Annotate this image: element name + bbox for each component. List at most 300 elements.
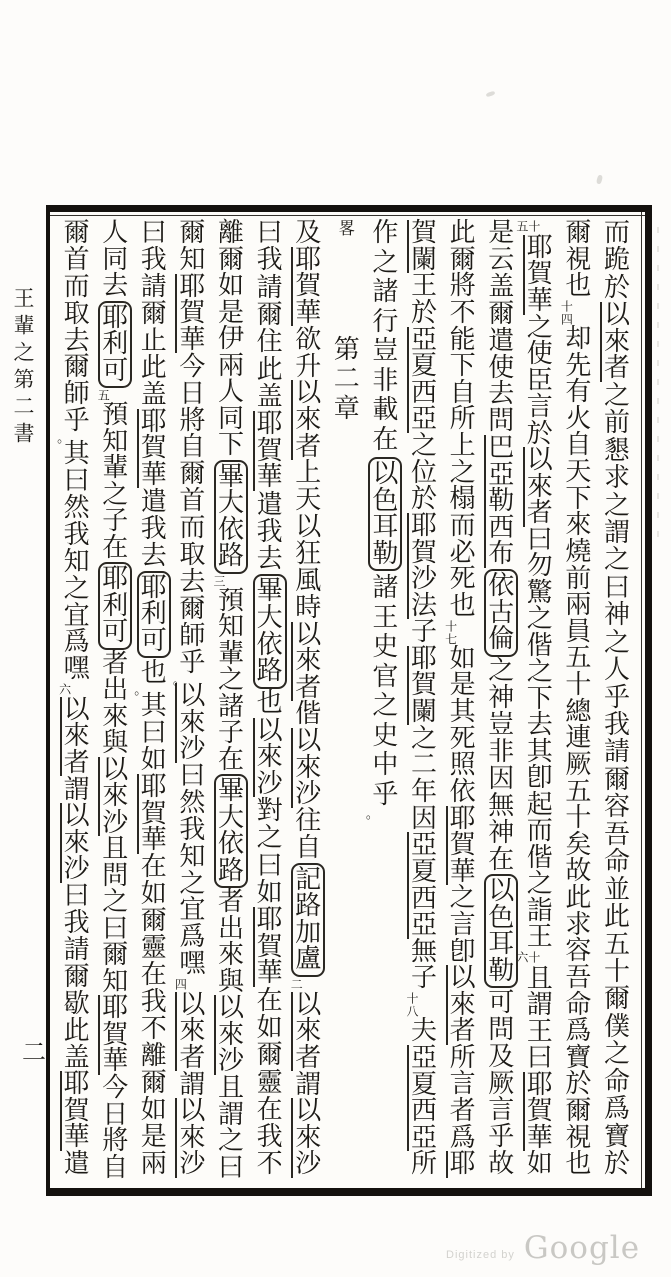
glyph: 耳 <box>488 929 515 959</box>
glyph: 依 <box>217 514 244 544</box>
glyph: 與 <box>102 728 129 758</box>
margin-bleed-mark <box>657 214 659 544</box>
glyph: 年 <box>410 777 437 807</box>
glyph: 首 <box>179 486 206 516</box>
glyph: 靈 <box>140 933 167 963</box>
glyph: 及 <box>488 1041 515 1071</box>
glyph: 大 <box>217 802 244 832</box>
person-name <box>291 380 321 460</box>
glyph: 亞 <box>410 910 437 940</box>
glyph: 二 <box>410 750 437 780</box>
glyph: 路 <box>217 541 244 571</box>
place-name <box>137 571 171 659</box>
glyph: 勿 <box>526 551 553 581</box>
glyph: 知 <box>179 244 206 274</box>
glyph: 如 <box>140 745 167 775</box>
glyph: 伊 <box>217 324 244 354</box>
glyph: 曰 <box>140 218 167 247</box>
glyph: 天 <box>295 485 322 515</box>
glyph: 爾 <box>63 961 90 991</box>
glyph: 在 <box>217 744 244 774</box>
glyph: 我 <box>256 245 283 275</box>
glyph: 爲 <box>63 627 90 657</box>
glyph: 闌 <box>410 696 437 726</box>
glyph: 依 <box>256 629 283 659</box>
glyph: 請 <box>603 737 630 767</box>
glyph: 神 <box>488 683 515 713</box>
text-column-13 <box>135 220 173 1178</box>
glyph: 闌 <box>410 244 437 274</box>
glyph: 如 <box>217 271 244 301</box>
glyph: 去 <box>488 379 515 409</box>
glyph: 第 <box>333 334 360 364</box>
person-name <box>137 774 167 854</box>
glyph: 日 <box>102 1099 129 1129</box>
glyph: 出 <box>217 913 244 943</box>
glyph: 之 <box>372 247 399 277</box>
place-name <box>368 457 402 571</box>
glyph: 來 <box>565 510 592 540</box>
place-name <box>484 874 518 988</box>
glyph: 之 <box>449 883 476 913</box>
glyph: 沙 <box>102 807 129 837</box>
glyph: 沙 <box>179 734 206 764</box>
glyph: 去 <box>140 540 167 570</box>
glyph: 色 <box>372 485 399 515</box>
glyph: 來 <box>179 707 206 737</box>
glyph: 於 <box>565 1069 592 1099</box>
glyph: 之 <box>526 869 553 899</box>
glyph: 華 <box>526 286 553 315</box>
verse-number: 六 <box>57 683 72 697</box>
glyph: 沙 <box>179 1149 206 1179</box>
margin-book-title: 王輩之第二書 <box>11 287 35 449</box>
glyph: 下 <box>449 351 476 381</box>
glyph: 來 <box>63 721 90 751</box>
glyph: 耶 <box>449 1149 476 1179</box>
glyph: 及 <box>295 218 322 247</box>
text-column-15 <box>58 220 96 1178</box>
glyph: 爾 <box>565 1096 592 1126</box>
glyph: 靈 <box>256 1067 283 1097</box>
glyph: 曰 <box>217 1152 244 1182</box>
glyph: 必 <box>449 537 476 567</box>
glyph: 來 <box>102 701 129 731</box>
glyph: 爾 <box>140 906 167 936</box>
glyph: 如 <box>526 1149 553 1179</box>
glyph: 却 <box>565 323 592 353</box>
glyph: 自 <box>449 377 476 407</box>
text-frame <box>46 205 652 1196</box>
glyph: 之 <box>102 479 129 509</box>
glyph: 我 <box>140 987 167 1017</box>
glyph: 請 <box>63 935 90 965</box>
glyph: 將 <box>102 1126 129 1156</box>
glyph: 兩 <box>140 1149 167 1179</box>
glyph: 十 <box>603 956 630 986</box>
glyph: 爲 <box>565 1016 592 1046</box>
glyph: 路 <box>217 855 244 885</box>
glyph: 之 <box>603 627 630 657</box>
text-column-3 <box>514 220 559 1179</box>
glyph: 日 <box>179 378 206 408</box>
glyph: 畢 <box>256 576 283 606</box>
glyph: 之 <box>102 887 129 917</box>
glyph: 賀 <box>140 798 167 828</box>
glyph: 且 <box>526 963 553 993</box>
glyph: 視 <box>565 244 592 274</box>
glyph: 去 <box>102 271 129 301</box>
glyph: 謂 <box>295 1069 322 1099</box>
glyph: 子 <box>217 718 244 748</box>
glyph: 於 <box>603 1149 630 1179</box>
glyph: 命 <box>603 847 630 877</box>
glyph: 在 <box>140 852 167 882</box>
glyph: 來 <box>449 989 476 1019</box>
glyph: 諸 <box>372 277 399 307</box>
glyph: 言 <box>526 392 553 422</box>
glyph: 曰 <box>63 881 90 911</box>
glyph: 照 <box>449 750 476 780</box>
glyph: 員 <box>565 616 592 646</box>
glyph: 爾 <box>256 299 283 329</box>
glyph: 宜 <box>63 600 90 630</box>
glyph: 請 <box>140 271 167 301</box>
glyph: 西 <box>410 377 437 407</box>
glyph: 取 <box>63 298 90 328</box>
glyph: 其 <box>526 736 553 766</box>
verse-number: 五 <box>96 389 111 403</box>
glyph: 亞 <box>410 1043 437 1073</box>
glyph: 人 <box>102 218 129 247</box>
person-name <box>175 683 205 763</box>
glyph: 不 <box>140 1014 167 1044</box>
glyph: 可 <box>102 355 129 385</box>
person-name <box>446 1151 476 1178</box>
glyph: 我 <box>179 814 206 844</box>
glyph: 謂 <box>217 1099 244 1129</box>
glyph: 此 <box>63 1015 90 1045</box>
glyph: 沙 <box>410 564 437 594</box>
glyph: 之 <box>603 490 630 520</box>
frame-inner-right-rule <box>641 212 642 1188</box>
glyph: 而 <box>603 218 630 247</box>
glyph: 賀 <box>102 1019 129 1049</box>
glyph: 對 <box>256 795 283 825</box>
glyph: 行 <box>372 306 399 336</box>
person-name <box>446 965 476 1045</box>
glyph: 往 <box>295 806 322 836</box>
person-name <box>291 989 322 1072</box>
glyph: 之 <box>526 312 553 342</box>
glyph: 而 <box>449 511 476 541</box>
glyph: 者 <box>217 887 244 917</box>
glyph: 跪 <box>603 245 630 275</box>
glyph: 官 <box>372 661 399 691</box>
glyph: 使 <box>526 339 553 369</box>
glyph: 且 <box>217 1072 244 1102</box>
glyph: 以 <box>603 300 630 330</box>
glyph: 之 <box>217 1126 244 1156</box>
verse-number: 三 <box>212 574 226 588</box>
glyph: 依 <box>217 829 244 859</box>
glyph: 爲 <box>603 1094 630 1124</box>
glyph: 來 <box>295 646 322 676</box>
glyph: 於 <box>603 272 630 302</box>
glyph: 天 <box>565 457 592 487</box>
glyph: 欲 <box>295 324 322 354</box>
glyph: 時 <box>295 592 322 622</box>
glyph: 曰 <box>63 466 90 496</box>
punctuation-mark: 。 <box>172 671 186 687</box>
person-name <box>523 447 553 527</box>
text-column-1 <box>598 220 636 1178</box>
glyph: 去 <box>526 710 553 740</box>
glyph: 先 <box>565 350 592 380</box>
glyph: 來 <box>295 752 322 782</box>
watermark-prefix: Digitized by <box>446 1249 515 1261</box>
glyph: 以 <box>449 963 476 993</box>
glyph: 曰 <box>256 218 283 247</box>
glyph: 來 <box>63 827 90 857</box>
glyph: 將 <box>179 405 206 435</box>
glyph: 問 <box>488 1014 515 1044</box>
glyph: 此 <box>140 352 167 382</box>
glyph: 來 <box>256 742 283 772</box>
glyph: 子 <box>410 617 437 647</box>
glyph: 也 <box>449 590 476 620</box>
glyph: 西 <box>410 883 437 913</box>
person-name <box>600 302 630 382</box>
glyph: 去 <box>63 325 90 355</box>
text-column-8 <box>328 220 366 1178</box>
glyph: 曰 <box>526 1043 553 1073</box>
glyph: 西 <box>410 1096 437 1126</box>
glyph: 今 <box>102 1072 129 1102</box>
glyph: 記 <box>295 864 322 894</box>
glyph: 者 <box>179 1042 206 1072</box>
glyph: 不 <box>256 1149 283 1179</box>
glyph: 預 <box>102 400 129 430</box>
glyph: 上 <box>449 431 476 461</box>
place-name <box>291 863 325 977</box>
glyph: 輩 <box>217 638 244 668</box>
glyph: 盖 <box>256 381 283 411</box>
glyph: 章 <box>333 393 360 423</box>
glyph: 無 <box>488 790 515 820</box>
punctuation-mark: 。 <box>365 806 379 822</box>
glyph: 所 <box>449 1042 476 1072</box>
glyph: 曰 <box>102 913 129 943</box>
glyph: 問 <box>102 860 129 890</box>
glyph: 耶 <box>449 803 476 833</box>
glyph: 勒 <box>372 538 399 568</box>
glyph: 賀 <box>526 1096 553 1126</box>
glyph: 人 <box>217 377 244 407</box>
glyph: 位 <box>410 457 437 487</box>
glyph: 故 <box>565 856 592 886</box>
glyph: 與 <box>217 966 244 996</box>
glyph: 有 <box>565 377 592 407</box>
glyph: 華 <box>295 297 322 327</box>
glyph: 其 <box>449 697 476 727</box>
glyph: 王 <box>526 1016 553 1046</box>
glyph: 之 <box>603 380 630 410</box>
glyph: 沙 <box>256 768 283 798</box>
glyph: 盖 <box>63 1042 90 1072</box>
glyph: 風 <box>295 565 322 595</box>
glyph: 色 <box>488 902 515 932</box>
glyph: 賀 <box>526 259 553 289</box>
person-name <box>175 271 206 354</box>
glyph: 來 <box>295 1016 322 1046</box>
glyph: 依 <box>449 776 476 806</box>
glyph: 史 <box>372 720 399 750</box>
glyph: 者 <box>526 498 553 528</box>
glyph: 在 <box>372 424 399 454</box>
glyph: 如 <box>256 877 283 907</box>
person-name <box>137 406 167 489</box>
glyph: 之 <box>603 545 630 575</box>
glyph: 升 <box>295 351 322 381</box>
glyph: 宜 <box>179 895 206 925</box>
glyph: 沙 <box>63 854 90 884</box>
glyph: 去 <box>179 567 206 596</box>
glyph: 者 <box>295 1042 322 1072</box>
glyph: 耶 <box>410 510 437 540</box>
glyph: 今 <box>179 351 206 381</box>
text-column-10 <box>251 220 289 1178</box>
glyph: 住 <box>256 327 283 357</box>
glyph: 盧 <box>295 944 322 974</box>
glyph: 以 <box>295 512 322 542</box>
person-name <box>291 728 321 808</box>
glyph: 曰 <box>179 760 206 790</box>
person-name <box>253 715 283 798</box>
glyph: 加 <box>295 917 322 947</box>
glyph: 畢 <box>217 776 244 806</box>
glyph: 起 <box>526 789 553 819</box>
glyph: 爾 <box>603 984 630 1014</box>
glyph: 畢 <box>217 461 244 491</box>
glyph: 知 <box>102 426 129 456</box>
glyph: 前 <box>603 408 630 438</box>
person-name <box>214 995 244 1075</box>
glyph: 詣 <box>526 895 553 925</box>
glyph: 於 <box>410 297 437 327</box>
glyph: 卽 <box>526 763 553 793</box>
glyph: 爾 <box>179 593 206 623</box>
text-column-7 <box>366 220 404 1178</box>
glyph: 可 <box>488 987 515 1017</box>
glyph: 我 <box>140 244 167 274</box>
glyph: 在 <box>488 844 515 874</box>
glyph: 以 <box>372 459 399 489</box>
text-column-area <box>56 218 636 1182</box>
glyph: 於 <box>410 484 437 514</box>
glyph: 布 <box>488 539 515 569</box>
glyph: 輩 <box>102 453 129 483</box>
glyph: 夫 <box>410 1016 437 1046</box>
glyph: 乎 <box>372 779 399 809</box>
glyph: 來 <box>526 471 553 501</box>
glyph: 總 <box>565 696 592 726</box>
glyph: 以 <box>179 681 206 711</box>
glyph: 華 <box>449 856 476 886</box>
glyph: 華 <box>179 324 206 354</box>
verse-number: 十五 <box>514 220 541 233</box>
glyph: 耶 <box>140 572 167 602</box>
glyph: 是 <box>217 297 244 327</box>
glyph: 不 <box>449 297 476 327</box>
glyph: 狂 <box>295 538 322 568</box>
glyph: 我 <box>256 516 283 546</box>
glyph: 在 <box>140 960 167 990</box>
glyph: 耶 <box>410 643 437 673</box>
glyph: 謂 <box>526 990 553 1020</box>
glyph: 王 <box>372 602 399 632</box>
text-column-6 <box>405 220 443 1178</box>
glyph: 耶 <box>179 271 206 301</box>
glyph: 盖 <box>140 379 167 409</box>
glyph: 嘿 <box>63 654 90 684</box>
glyph: 此 <box>449 218 476 247</box>
glyph: 以 <box>63 694 90 724</box>
glyph: 求 <box>565 909 592 939</box>
glyph: 之 <box>217 665 244 695</box>
glyph: 賀 <box>256 931 283 961</box>
glyph: 路 <box>295 891 322 921</box>
glyph: 在 <box>256 1094 283 1124</box>
glyph: 我 <box>256 1122 283 1152</box>
glyph: 容 <box>603 792 630 822</box>
glyph: 王 <box>526 922 553 952</box>
glyph: 求 <box>603 463 630 493</box>
glyph: 華 <box>256 958 283 988</box>
glyph: 此 <box>256 354 283 384</box>
glyph: 連 <box>565 723 592 753</box>
glyph: 乎 <box>63 406 90 436</box>
glyph: 非 <box>372 365 399 395</box>
glyph: 同 <box>102 244 129 274</box>
glyph: 十 <box>565 803 592 833</box>
glyph: 子 <box>102 506 129 536</box>
glyph: 華 <box>140 459 167 489</box>
glyph: 爾 <box>63 352 90 382</box>
glyph: 曰 <box>603 572 630 602</box>
glyph: 也 <box>565 271 592 301</box>
glyph: 來 <box>295 1122 322 1152</box>
person-name <box>407 643 437 726</box>
glyph: 燒 <box>565 536 592 566</box>
glyph: 知 <box>179 841 206 871</box>
glyph: 史 <box>372 632 399 662</box>
glyph: 耶 <box>63 1069 90 1099</box>
glyph: 華 <box>256 462 283 492</box>
glyph: 以 <box>179 1096 206 1126</box>
glyph: 爾 <box>256 1040 283 1070</box>
glyph: 驚 <box>526 577 553 607</box>
pencil-mark <box>596 175 603 185</box>
glyph: 勒 <box>488 955 515 985</box>
person-name <box>407 324 437 434</box>
glyph: 請 <box>256 272 283 302</box>
glyph: 知 <box>102 966 129 996</box>
glyph: 曰 <box>256 850 283 880</box>
person-name <box>523 1069 553 1152</box>
glyph: 沙 <box>217 1046 244 1076</box>
glyph: 如 <box>140 879 167 909</box>
